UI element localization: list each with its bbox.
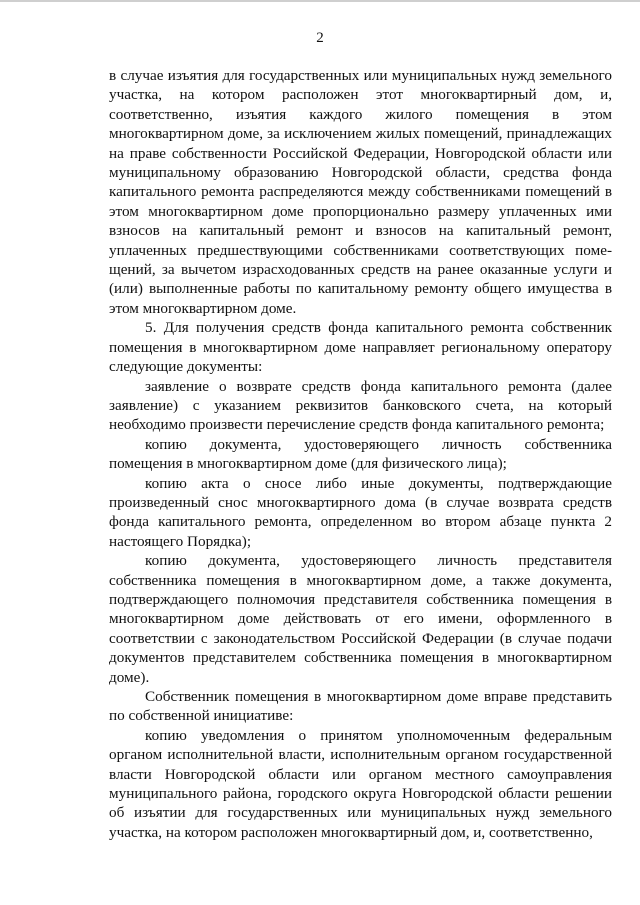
page-number: 2 — [316, 30, 324, 46]
paragraph-item-5: 5. Для получения средств фонда капитального ремонта собственник помещения в многоквартирном доме направляет региональному оператору следующие документы: — [109, 319, 612, 376]
paragraph-notice-copy: копию уведомления о принятом уполномоченным федеральным органом исполнительной власти, исполнительным органом государственной власти Новгородской области или органом местного самоуправления муниципального района, городского округа Новгородской области решении об изъятии для государственных или муниципальных нужд земельного участка, на котором расположен многоквартирный дом, и, соответственно, — [109, 726, 612, 841]
paragraph-demolition-act: копию акта о сносе либо иные документы, подтверждающие произведенный снос многоквартирного дома (в случае возврата средств фонда капитального ремонта, определенном во втором абзаце пункта 2 настоящего Порядка); — [109, 474, 612, 550]
paragraph-capital-repair-distribution: в случае изъятия для государственных или муниципальных нужд земельного участка, на котором расположен этот многоквартирный дом, и, соответственно, изъятия каждого жилого помещения в этом многоквартирном доме, за исключением жилых помещений, принадлежащих на праве собственности Российской Федерации, Новгородской области или муниципальному образованию Новгородской области, средства фонда капитального ремонта распределяются между собственниками помещений в этом многоквартирном доме пропорционально размеру уплаченных ими взносов на капитальный ремонт и взносов на капитальный ремонт, уплаченных предшествующими собственниками соответствующих помещений, за вычетом израсходованных средств на ранее оказанные услуги и (или) выполненные работы по капитальному ремонту общего имущества в этом многоквартирном доме. — [109, 67, 612, 317]
paragraph-own-initiative: Собственник помещения в многоквартирном доме вправе представить по собственной инициативе: — [109, 688, 612, 725]
paragraph-application: заявление о возврате средств фонда капитального ремонта (далее заявление) с указанием реквизитов банковского счета, на который необходимо произвести перечисление средств фонда капитального ремонта; — [109, 377, 612, 434]
paragraph-representative-documents: копию документа, удостоверяющего личность представителя собственника помещения в многоквартирном доме, а также документа, подтверждающего полномочия представителя собственника помещения в многоквартирном доме действовать от его имени, оформленного в соответствии с законодательством Российской Федерации (в случае подачи документов представителем собственника помещения в многоквартирном доме). — [109, 552, 612, 686]
scan-edge-line — [0, 0, 640, 2]
document-body — [109, 66, 612, 842]
paragraph-identity-copy: копию документа, удостоверяющего личность собственника помещения в многоквартирном доме (для физического лица); — [109, 435, 612, 473]
